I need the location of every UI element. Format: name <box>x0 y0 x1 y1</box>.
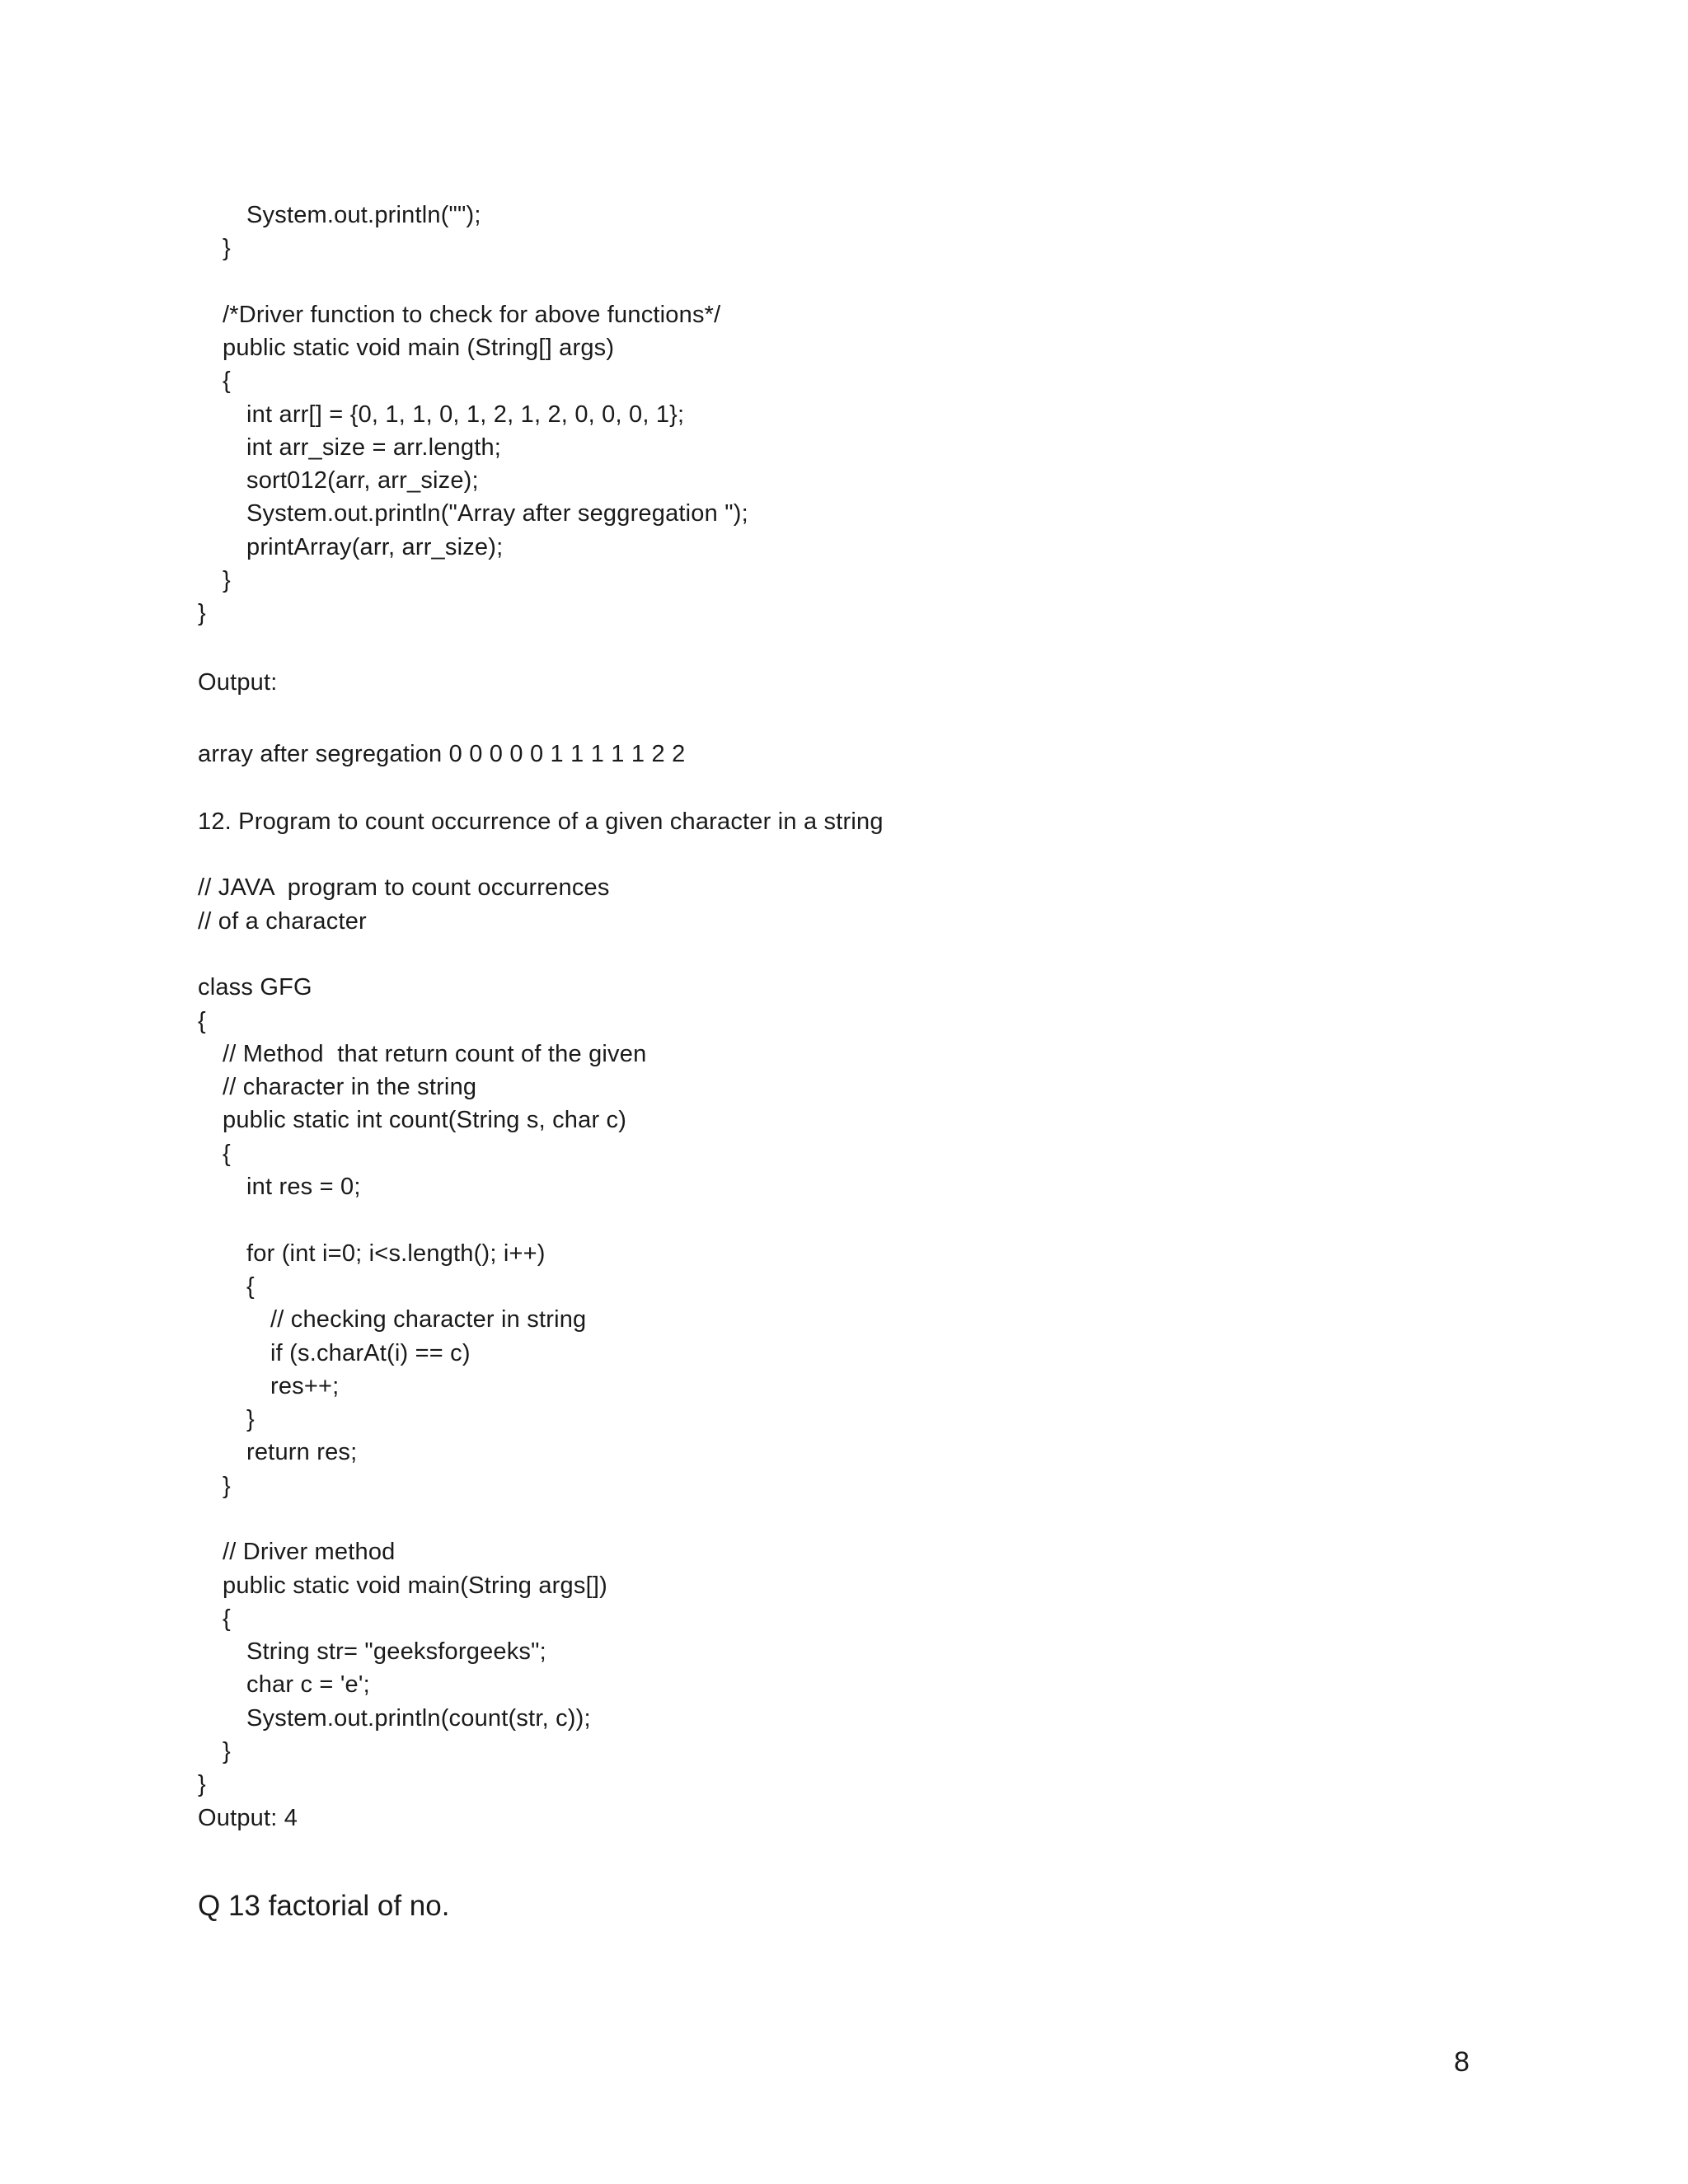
code-line: } <box>198 600 206 626</box>
code-line: } <box>198 1771 206 1797</box>
code-line: class GFG <box>198 974 312 1001</box>
code-line: int arr[] = {0, 1, 1, 0, 1, 2, 1, 2, 0, 0, 0, 1}; <box>246 401 685 428</box>
output-result: Output: 4 <box>198 1805 298 1831</box>
code-line: for (int i=0; i<s.length(); i++) <box>246 1240 546 1267</box>
code-comment: /*Driver function to check for above functions*/ <box>223 302 721 328</box>
code-line: public static void main (String[] args) <box>223 335 615 361</box>
code-line: res++; <box>270 1373 340 1399</box>
code-line: public static int count(String s, char c) <box>223 1107 627 1133</box>
program-title: 12. Program to count occurrence of a given character in a string <box>198 808 884 835</box>
code-comment: // JAVA program to count occurrences <box>198 874 610 901</box>
code-line: printArray(arr, arr_size); <box>246 534 504 560</box>
code-comment: // checking character in string <box>270 1306 587 1333</box>
code-comment: // character in the string <box>223 1074 477 1100</box>
code-line: { <box>223 1141 231 1167</box>
code-line: return res; <box>246 1439 358 1465</box>
output-label: Output: <box>198 669 278 696</box>
output-value: array after segregation 0 0 0 0 0 1 1 1 1 1 2 2 <box>198 741 686 767</box>
code-line: System.out.println(""); <box>246 202 481 228</box>
code-line: int res = 0; <box>246 1174 361 1200</box>
code-line: public static void main(String args[]) <box>223 1572 607 1599</box>
code-line: sort012(arr, arr_size); <box>246 467 479 494</box>
section-heading: Q 13 factorial of no. <box>198 1890 450 1922</box>
code-line: { <box>223 368 231 394</box>
code-line: } <box>223 567 231 593</box>
code-line: int arr_size = arr.length; <box>246 434 502 461</box>
code-line: { <box>246 1273 255 1300</box>
page-number: 8 <box>1454 2046 1470 2078</box>
code-line: } <box>246 1406 255 1432</box>
code-line: { <box>198 1008 206 1034</box>
code-comment: // Method that return count of the given <box>223 1041 647 1067</box>
code-comment: // Driver method <box>223 1539 396 1565</box>
code-line: System.out.println("Array after seggregation "); <box>246 500 748 527</box>
code-line: String str= "geeksforgeeks"; <box>246 1638 546 1665</box>
code-line: } <box>223 235 231 261</box>
code-line: char c = 'e'; <box>246 1671 370 1698</box>
code-line: } <box>223 1473 231 1499</box>
code-line: if (s.charAt(i) == c) <box>270 1340 471 1366</box>
code-comment: // of a character <box>198 908 367 935</box>
code-line: { <box>223 1605 231 1632</box>
code-line: } <box>223 1738 231 1765</box>
code-line: System.out.println(count(str, c)); <box>246 1705 591 1732</box>
